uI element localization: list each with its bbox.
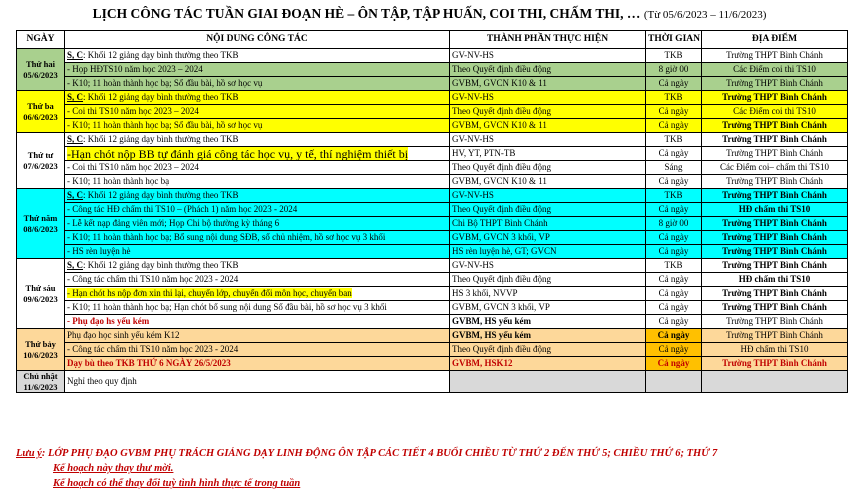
table-row: [17, 203, 848, 217]
members-cell: Theo Quyết định điều động: [450, 343, 646, 357]
table-row: [17, 161, 848, 175]
place-cell: Trường THPT Bình Chánh: [702, 301, 848, 315]
table-row: [17, 315, 848, 329]
header-time: THỜI GIAN: [646, 31, 702, 49]
day-cell-tuesday: [17, 91, 65, 133]
content-cell: S, C: Khối 12 giảng dạy bình thường theo TKB: [65, 189, 450, 203]
day-name: Thứ tư: [27, 149, 54, 160]
members-cell: Theo Quyết định điều động: [450, 203, 646, 217]
table-row: [17, 231, 848, 245]
table-row: [17, 119, 848, 133]
content-cell: -Hạn chót nộp BB tự đánh giá công tác học vụ, y tế, thí nghiệm thiết bị: [65, 147, 450, 161]
place-cell: HĐ chấm thi TS10: [702, 343, 848, 357]
place-cell: Các Điểm coi– chấm thi TS10: [702, 161, 848, 175]
content-cell: - K10; 11 hoàn thành học bạ; Sổ đầu bài, hồ sơ học vụ: [65, 119, 450, 133]
time-cell: [646, 371, 702, 393]
day-name: Thứ năm: [23, 212, 58, 223]
members-cell: Theo Quyết định điều động: [450, 273, 646, 287]
table-row: [17, 301, 848, 315]
day-date: 07/6/2023: [23, 160, 58, 171]
members-cell: GVBM, GVCN K10 & 11: [450, 175, 646, 189]
place-cell: Trường THPT Bình Chánh: [702, 133, 848, 147]
place-cell: Trường THPT Bình Chánh: [702, 231, 848, 245]
members-cell: HV, YT, PTN-TB: [450, 147, 646, 161]
session-tag: S, C: [67, 50, 84, 60]
header-members: THÀNH PHẦN THỰC HIỆN: [450, 31, 646, 49]
members-cell: GVBM, HSK12: [450, 357, 646, 371]
content-cell: - K10; 11 hoàn thành học bạ: [65, 175, 450, 189]
note-line-3: Kế hoạch có thể thay đổi tuỳ tình hình thực tế trong tuần: [53, 478, 301, 490]
header-day: NGÀY: [17, 31, 65, 49]
day-cell-thursday: [17, 189, 65, 259]
day-cell-wednesday: [17, 133, 65, 189]
header-content: NỘI DUNG CÔNG TÁC: [65, 31, 450, 49]
day-name: Chủ nhật: [23, 371, 58, 381]
members-cell: Chi Bộ THPT Bình Chánh: [450, 217, 646, 231]
table-row: [17, 287, 848, 301]
table-row: [17, 77, 848, 91]
place-cell: Trường THPT Bình Chánh: [702, 357, 848, 371]
day-cell-sunday: [17, 371, 65, 393]
content-cell: - Hạn chót hs nộp đơn xin thi lại, chuyển lớp, chuyển đổi môn học, chuyển ban: [65, 287, 450, 301]
table-row: [17, 105, 848, 119]
table-row: [17, 329, 848, 343]
time-cell: Cả ngày: [646, 245, 702, 259]
content-cell: S, C: Khối 12 giảng dạy bình thường theo TKB: [65, 49, 450, 63]
place-cell: Trường THPT Bình Chánh: [702, 245, 848, 259]
page-title: [0, 6, 859, 22]
members-cell: GVBM, GVCN 3 khối, VP: [450, 301, 646, 315]
members-cell: GV-NV-HS: [450, 259, 646, 273]
time-cell: TKB: [646, 91, 702, 105]
place-cell: Trường THPT Bình Chánh: [702, 329, 848, 343]
time-cell: Cả ngày: [646, 203, 702, 217]
members-cell: GVBM, HS yếu kém: [450, 329, 646, 343]
content-cell: S, C: Khối 12 giảng dạy bình thường theo TKB: [65, 259, 450, 273]
members-cell: HS 3 khối, NVVP: [450, 287, 646, 301]
session-tag: S, C: [67, 134, 84, 144]
table-row: [17, 91, 848, 105]
time-cell: TKB: [646, 259, 702, 273]
note-line-1: Lưu ý: LỚP PHỤ ĐẠO GVBM PHỤ TRÁCH GIẢNG DẠY LINH ĐỘNG ÔN TẬP CÁC TIẾT 4 BUỔI CHIỀU TỪ THỨ 2 ĐẾN THỨ 5; CHIỀU THỨ 6; THỨ 7: [16, 448, 718, 459]
time-cell: Cả ngày: [646, 77, 702, 91]
day-name: Thứ hai: [26, 58, 55, 69]
note-line-2: Kế hoạch này thay thư mời.: [53, 463, 174, 475]
content-cell: - Công tác HĐ chấm thi TS10 – (Phách 1) năm học 2023 - 2024: [65, 203, 450, 217]
members-cell: GV-NV-HS: [450, 189, 646, 203]
content-cell: - Lễ kết nạp đảng viên mới; Họp Chi bộ thường kỳ tháng 6: [65, 217, 450, 231]
members-cell: GVBM, HS yếu kém: [450, 315, 646, 329]
place-cell: Trường THPT Bình Chánh: [702, 259, 848, 273]
note-label: Lưu ý: [16, 448, 42, 459]
day-cell-saturday: [17, 329, 65, 371]
place-cell: HĐ chấm thi TS10: [702, 273, 848, 287]
time-cell: Cả ngày: [646, 273, 702, 287]
table-row: [17, 357, 848, 371]
members-cell: GVBM, GVCN 3 khối, VP: [450, 231, 646, 245]
members-cell: GVBM, GVCN K10 & 11: [450, 119, 646, 133]
table-row: [17, 147, 848, 161]
place-cell: Trường THPT Bình Chánh: [702, 119, 848, 133]
members-cell: [450, 371, 646, 393]
members-cell: Theo Quyết định điều động: [450, 63, 646, 77]
title-date-range: (Từ 05/6/2023 – 11/6/2023): [643, 9, 767, 21]
day-name: Thứ sáu: [25, 282, 56, 293]
content-cell: - K10; 11 hoàn thành học bạ; Bổ sung nội dung SĐB, sổ chủ nhiệm, hồ sơ học vụ 3 khối: [65, 231, 450, 245]
content-cell: - K10; 11 hoàn thành học bạ; Sổ đầu bài, hồ sơ học vụ: [65, 77, 450, 91]
time-cell: TKB: [646, 133, 702, 147]
table-header-row: [17, 31, 848, 49]
table-row: [17, 133, 848, 147]
day-date: 09/6/2023: [23, 293, 58, 304]
time-cell: 8 giờ 00: [646, 63, 702, 77]
schedule-table: [16, 30, 848, 393]
session-tag: S, C: [67, 260, 84, 270]
table-row: [17, 189, 848, 203]
time-cell: Cả ngày: [646, 147, 702, 161]
place-cell: Các Điểm coi thi TS10: [702, 63, 848, 77]
content-cell: Phụ đạo học sinh yếu kém K12: [65, 329, 450, 343]
session-tag: S, C: [67, 190, 84, 200]
time-cell: Cả ngày: [646, 357, 702, 371]
time-cell: Sáng: [646, 161, 702, 175]
place-cell: Trường THPT Bình Chánh: [702, 147, 848, 161]
day-cell-friday: [17, 259, 65, 329]
time-cell: Cả ngày: [646, 315, 702, 329]
day-cell-monday: [17, 49, 65, 91]
session-tag: S, C: [67, 92, 84, 102]
time-cell: Cả ngày: [646, 343, 702, 357]
place-cell: HĐ chấm thi TS10: [702, 203, 848, 217]
time-cell: TKB: [646, 49, 702, 63]
content-cell: S, C: Khối 12 giảng dạy bình thường theo TKB: [65, 91, 450, 105]
members-cell: Theo Quyết định điều động: [450, 161, 646, 175]
table-row: [17, 63, 848, 77]
place-cell: Trường THPT Bình Chánh: [702, 91, 848, 105]
table-row: [17, 245, 848, 259]
time-cell: Cả ngày: [646, 231, 702, 245]
day-date: 11/6/2023: [23, 381, 58, 392]
table-row: [17, 273, 848, 287]
time-cell: 8 giờ 00: [646, 217, 702, 231]
time-cell: Cả ngày: [646, 105, 702, 119]
notes-section: [16, 446, 847, 492]
time-cell: Cả ngày: [646, 329, 702, 343]
content-cell: Nghỉ theo quy định: [65, 371, 450, 393]
table-row: [17, 175, 848, 189]
content-cell: - Công tác chấm thi TS10 năm học 2023 - 2024: [65, 343, 450, 357]
time-cell: Cả ngày: [646, 287, 702, 301]
content-cell: - Coi thi TS10 năm học 2023 – 2024: [65, 105, 450, 119]
day-date: 06/6/2023: [23, 111, 58, 122]
place-cell: Trường THPT Bình Chánh: [702, 175, 848, 189]
day-name: Thứ bảy: [25, 338, 56, 349]
members-cell: GV-NV-HS: [450, 91, 646, 105]
place-cell: [702, 371, 848, 393]
content-cell: - Coi thi TS10 năm học 2023 – 2024: [65, 161, 450, 175]
table-row: [17, 259, 848, 273]
day-date: 08/6/2023: [23, 223, 58, 234]
content-cell: - Công tác chấm thi TS10 năm học 2023 - 2024: [65, 273, 450, 287]
title-main: LỊCH CÔNG TÁC TUẦN GIAI ĐOẠN HÈ – ÔN TẬP, TẬP HUẤN, COI THI, CHẤM THI, …: [92, 6, 641, 21]
content-cell: - Họp HĐTS10 năm học 2023 – 2024: [65, 63, 450, 77]
header-place: ĐỊA ĐIỂM: [702, 31, 848, 49]
place-cell: Trường THPT Bình Chánh: [702, 217, 848, 231]
time-cell: Cả ngày: [646, 175, 702, 189]
table-row: [17, 343, 848, 357]
content-cell: S, C: Khối 12 giảng dạy bình thường theo TKB: [65, 133, 450, 147]
place-cell: Trường THPT Bình Chánh: [702, 189, 848, 203]
place-cell: Trường THPT Bình Chánh: [702, 315, 848, 329]
members-cell: GVBM, GVCN K10 & 11: [450, 77, 646, 91]
content-cell: - K10; 11 hoàn thành học bạ; Hạn chót bổ sung nội dung Sổ đầu bài, hồ sơ học vụ 3 khối: [65, 301, 450, 315]
members-cell: HS rèn luyện hè, GT; GVCN: [450, 245, 646, 259]
time-cell: TKB: [646, 189, 702, 203]
time-cell: Cả ngày: [646, 301, 702, 315]
members-cell: Theo Quyết định điều động: [450, 105, 646, 119]
place-cell: Trường THPT Bình Chánh: [702, 287, 848, 301]
members-cell: GV-NV-HS: [450, 133, 646, 147]
content-cell: - Phụ đạo hs yếu kém: [65, 315, 450, 329]
members-cell: GV-NV-HS: [450, 49, 646, 63]
table-row: [17, 217, 848, 231]
time-cell: Cả ngày: [646, 119, 702, 133]
place-cell: Các Điểm coi thi TS10: [702, 105, 848, 119]
content-cell: - HS rèn luyện hè: [65, 245, 450, 259]
table-row: [17, 371, 848, 393]
place-cell: Trường THPT Bình Chánh: [702, 77, 848, 91]
content-cell: Dạy bù theo TKB THỨ 6 NGÀY 26/5/2023: [65, 357, 450, 371]
day-date: 10/6/2023: [23, 349, 58, 360]
day-date: 05/6/2023: [23, 69, 58, 80]
day-name: Thứ ba: [27, 100, 54, 111]
table-row: [17, 49, 848, 63]
place-cell: Trường THPT Bình Chánh: [702, 49, 848, 63]
